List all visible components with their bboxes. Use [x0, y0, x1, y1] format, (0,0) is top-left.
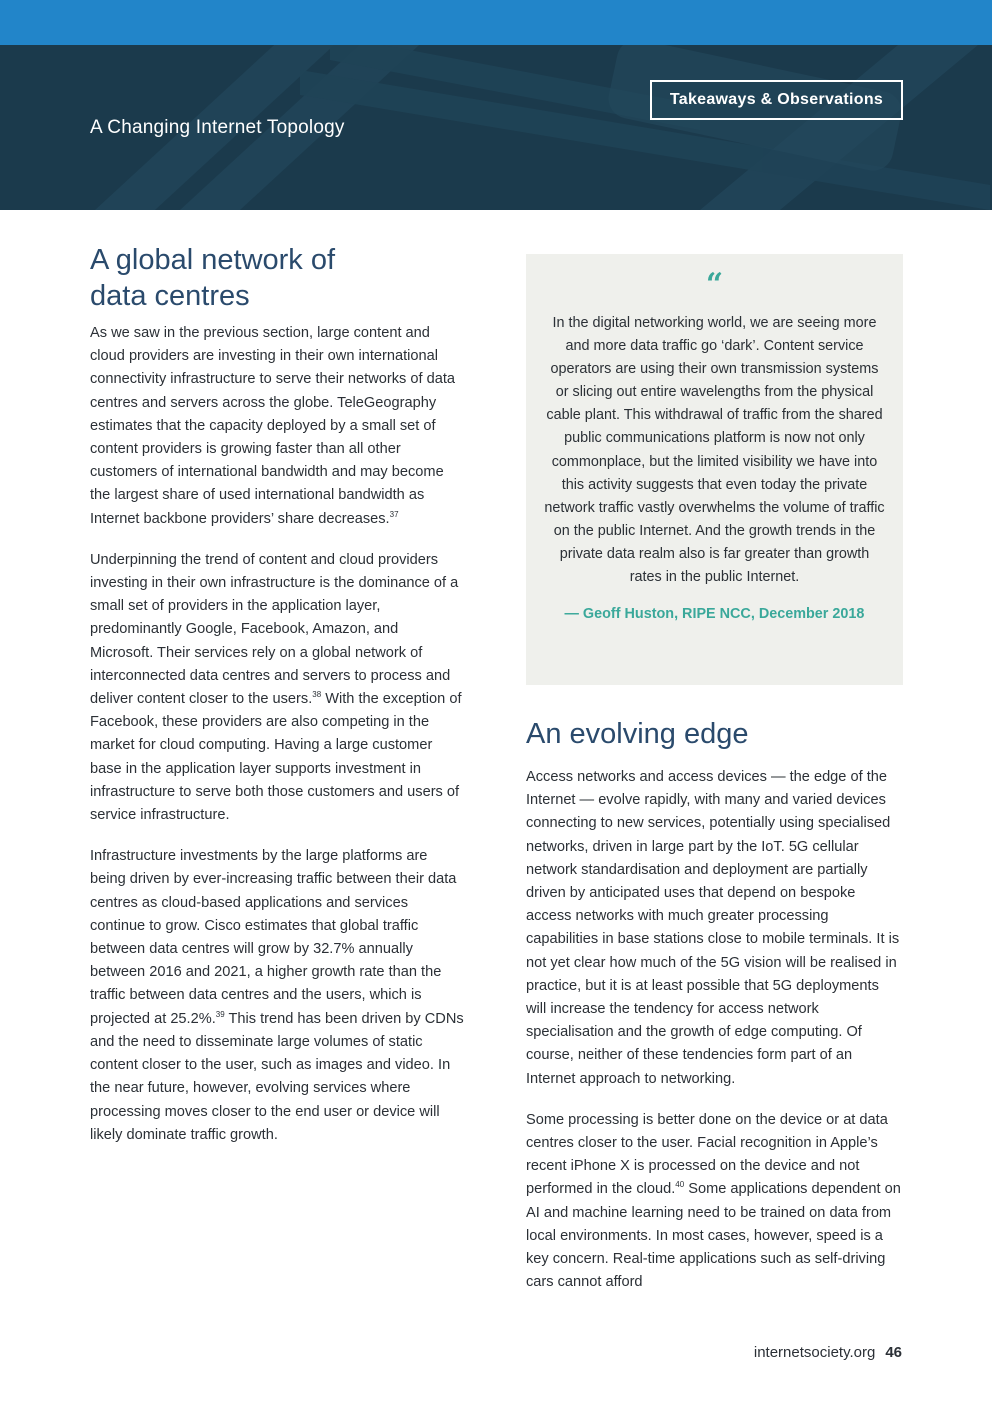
pull-quote-box [526, 254, 903, 685]
edge-paragraph-2-text-a: Some processing is better done on the device or at data centres closer to the user. Facial recognition in Apple’s recent iPhone X is processed on the device and not performed in the cloud. [526, 1111, 888, 1198]
evolving-edge-heading: An evolving edge [526, 718, 749, 750]
edge-paragraph-1: Access networks and access devices — the edge of the Internet — evolve rapidly, with many and varied devices connecting to new services, potentially using specialised networks, driven in large part by the IoT. 5G cellular network standardisation and deployment are partially driven by anticipated uses that depend on bespoke access networks with much greater processing capabilities in base stations close to mobile terminals. It is not yet clear how much of the 5G vision will be realised in practice, but it is at least possible that 5G deployments will increase the tendency for access network specialisation and the growth of edge computing. Of course, neither of these tendencies form part of an Internet approach to networking. [526, 769, 900, 1087]
left-column [90, 242, 465, 1147]
paragraph-3-text-b: This trend has been driven by CDNs and the need to disseminate large volumes of static content closer to the user, such as images and video. In the near future, however, evolving services where processing moves closer to the end user or device will likely dominate traffic growth. [90, 1010, 464, 1143]
edge-paragraph-2 [526, 1109, 903, 1295]
quote-text: In the digital networking world, we are seeing more and more data traffic go ‘dark’. Content service operators are using their own transmission systems or slicing out entire wavelengths from the physical cable plant. This withdrawal of traffic from the shared public communications platform is now not only commonplace, but the limited visibility we have into this activity suggests that even today the private network traffic vastly overwhelms the volume of traffic on the public Internet. And the growth trends in the private data realm also is far greater than growth rates in the public Internet. [544, 315, 885, 586]
quote-attribution: — Geoff Huston, RIPE NCC, December 2018 [564, 606, 865, 623]
paragraph-2-text-b: With the exception of Facebook, these providers are also competing in the market for cloud computing. Having a large customer base in the application layer supports investment in infrastructure to serve both those customers and users of service infrastructure. [90, 691, 462, 824]
footer-site: internetsociety.org [753, 1344, 876, 1361]
top-color-bar [0, 0, 992, 45]
heading-line-1: A global network of [90, 244, 336, 276]
right-column [526, 254, 903, 1294]
page-number: 46 [885, 1344, 902, 1361]
section-tag-label: Takeaways & Observations [650, 80, 903, 120]
footnote-ref-39: 39 [215, 1009, 225, 1019]
footnote-ref-38: 38 [312, 690, 322, 700]
paragraph-3 [90, 845, 465, 1147]
paragraph-2 [90, 549, 465, 827]
global-network-heading [90, 242, 465, 314]
paragraph-3-text-a: Infrastructure investments by the large platforms are being driven by ever-increasing traffic between their data centres as cloud-based applications and services continue to grow. Cisco estimates that global traffic between data centres will grow by 32.7% annually between 2016 and 2021, a higher growth rate than the traffic between data centres and the users, which is projected at 25.2%. [90, 848, 457, 1027]
edge-paragraph-2-text-b: Some applications dependent on AI and machine learning need to be trained on data from local environments. In most cases, however, speed is a key concern. Real-time applications such as self-driving cars cannot afford [526, 1181, 901, 1291]
paragraph-1 [90, 322, 465, 531]
heading-line-2: data centres [90, 280, 250, 312]
paragraph-1-text: As we saw in the previous section, large content and cloud providers are investing in their own international connectivity infrastructure to serve their networks of data centres and servers across the globe. TeleGeography estimates that the capacity deployed by a small set of content providers is growing faster than all other customers of international bandwidth and may become the largest share of used international bandwidth as Internet backbone providers’ share decreases. [90, 325, 456, 527]
section-title: A Changing Internet Topology [90, 117, 345, 138]
page-footer [754, 1344, 902, 1361]
footnote-ref-40: 40 [675, 1180, 685, 1190]
footnote-ref-37: 37 [389, 509, 399, 519]
quote-mark-icon: “ [705, 267, 724, 302]
paragraph-2-text-a: Underpinning the trend of content and cloud providers investing in their own infrastructure is the dominance of a small set of providers in the application layer, predominantly Google, Facebook, Amazon, and Microsoft. Their services rely on a global network of interconnected data centres and servers to process and deliver content closer to the users. [90, 551, 459, 708]
